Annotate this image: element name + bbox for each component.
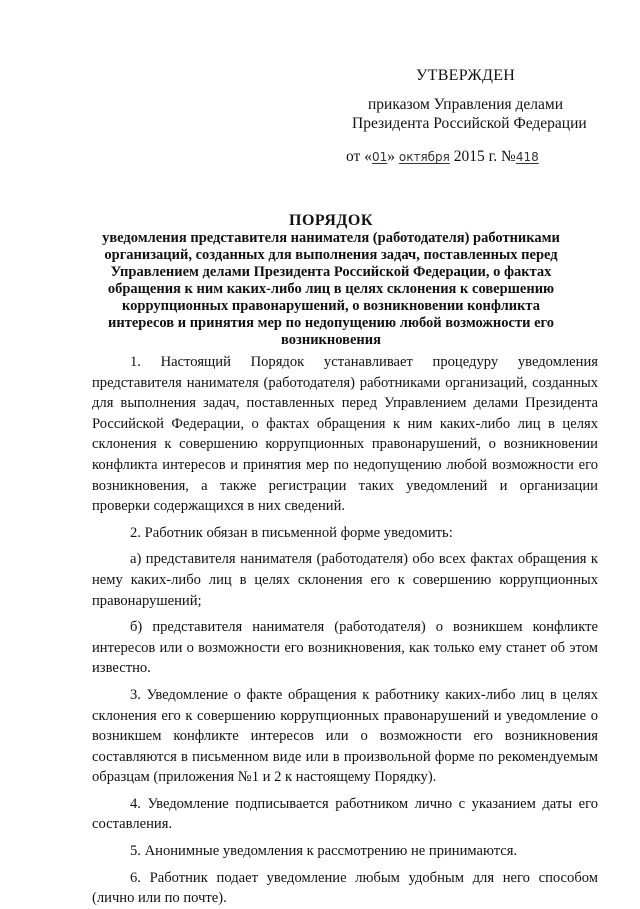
approval-stamp [346,66,616,167]
date-prefix: от « [346,148,372,165]
paragraph-2: 2. Работник обязан в письменной форме уведомить: [130,524,453,541]
paragraph-4: 4. Уведомление подписывается работником лично с указанием даты его составления. [92,795,598,833]
paragraph-5: 5. Анонимные уведомления к рассмотрению не принимаются. [130,843,518,860]
date-year: 2015 г. № [453,148,516,165]
date-mid: » [387,148,395,165]
document-body [92,352,598,909]
approval-date-line [346,147,616,167]
document-heading [96,212,566,349]
order-number: 418 [515,150,539,164]
document-title: ПОРЯДОК [289,212,373,229]
document-subtitle: уведомления представителя нанимателя (работодателя) работниками организаций, созданных для выполнения задач, поставленных перед Управлением делами Президента Российской Федерации, о фактах обращения к ним каких-либо лиц в целях склонения к совершению коррупционных правонарушений, о возникновении конфликта интересов и принятия мер по недопущению любой возможности его возникновения [102,230,560,348]
approved-label: УТВЕРЖДЕН [416,67,516,84]
paragraph-3: 3. Уведомление о факте обращения к работнику каких-либо лиц в целях склонения его к совершению коррупционных правонарушений и уведомление о возникшем конфликте интересов или о возможности его возникновения составляются в письменном виде или в произвольной форме по рекомендуемым образцам (приложения №1 и 2 к настоящему Порядку). [92,686,598,786]
date-day: 01 [371,150,388,164]
approval-organization: Президента Российской Федерации [352,115,587,132]
paragraph-2b: б) представителя нанимателя (работодателя) о возникшем конфликте интересов или о возможности его возникновения, как только ему станет об этом известно. [92,619,598,677]
paragraph-6: 6. Работник подает уведомление любым удобным для него способом (лично или по почте). [92,869,598,907]
date-month: октября [398,150,450,164]
paragraph-2a: а) представителя нанимателя (работодателя) обо всех фактах обращения к нему каких-либо лиц в целях склонения его к совершению коррупционных правонарушений; [92,551,598,609]
paragraph-1: 1. Настоящий Порядок устанавливает процедуру уведомления представителя нанимателя (работодателя) работниками организаций, созданных для выполнения задач, поставленных перед Управлением делами Президента Российской Федерации, о фактах обращения к ним каких-либо лиц в целях склонения к совершению коррупционных правонарушений, о возникновении конфликта интересов и принятия мер по недопущению любой возможности его возникновения, а также регистрации таких уведомлений и организации проверки содержащихся в них сведений. [92,354,598,515]
approval-order-line: приказом Управления делами [368,96,564,113]
